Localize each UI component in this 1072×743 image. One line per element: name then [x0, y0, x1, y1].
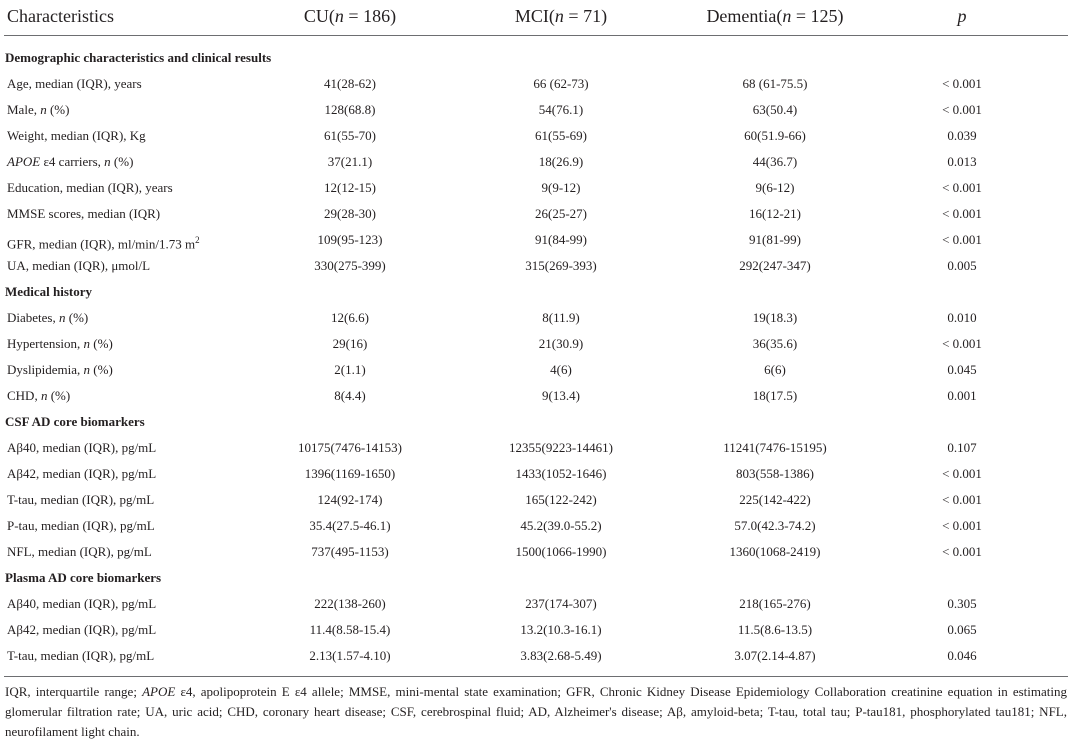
cell-mci: 66 (62-73): [533, 76, 589, 91]
cell-dementia: 18(17.5): [752, 388, 798, 403]
row-label: [7, 336, 113, 352]
cell-p-value: < 0.001: [942, 466, 982, 481]
cell-p-value: 0.107: [947, 440, 977, 455]
row-label-italic: APOE: [7, 154, 41, 169]
cell-dementia: 44(36.7): [752, 154, 798, 169]
row-label-text: P-tau, median (IQR), pg/mL: [7, 518, 155, 533]
table-footnote: [5, 682, 1067, 742]
cell-dementia: 16(12-21): [749, 206, 801, 221]
cell-mci: 54(76.1): [538, 102, 584, 117]
cell-dementia: 292(247-347): [739, 258, 811, 273]
header-mci-n: n: [554, 6, 564, 26]
header-mci-prefix: MCI(: [514, 6, 555, 26]
cell-mci: 9(13.4): [542, 388, 580, 403]
row-label-text: (%): [90, 336, 113, 351]
cell-dementia: 36(35.6): [752, 336, 798, 351]
cell-mci: 1500(1066-1990): [515, 544, 607, 559]
cell-mci: 91(84-99): [535, 232, 587, 247]
row-label: [7, 388, 70, 404]
cell-cu: 12(12-15): [324, 180, 376, 195]
header-p-label: p: [957, 6, 967, 26]
row-label: [7, 310, 88, 326]
cell-mci: 21(30.9): [538, 336, 584, 351]
row-label-text: (%): [110, 154, 134, 169]
cell-cu: 29(28-30): [324, 206, 376, 221]
row-label-text: Diabetes,: [7, 310, 59, 325]
cell-p-value: 0.065: [947, 622, 977, 637]
footnote-apoe: APOE: [142, 684, 176, 699]
cell-dementia: 9(6-12): [755, 180, 795, 195]
cell-mci: 4(6): [550, 362, 572, 377]
row-label: [7, 596, 156, 612]
section-title: CSF AD core biomarkers: [5, 414, 145, 429]
row-label: [7, 518, 155, 534]
cell-dementia: 218(165-276): [739, 596, 811, 611]
cell-p-value: 0.046: [947, 648, 977, 663]
cell-cu: 10175(7476-14153): [298, 440, 402, 455]
row-label-text: MMSE scores, median (IQR): [7, 206, 161, 221]
cell-cu: 330(275-399): [314, 258, 386, 273]
cell-p-value: 0.013: [947, 154, 977, 169]
cell-mci: 3.83(2.68-5.49): [520, 648, 602, 663]
row-label-text: (%): [46, 102, 70, 117]
section-title: Medical history: [5, 284, 93, 299]
cell-p-value: 0.010: [947, 310, 977, 325]
cell-dementia: 63(50.4): [752, 102, 798, 117]
cell-cu: 2.13(1.57-4.10): [309, 648, 391, 663]
cell-p-value: 0.039: [947, 128, 977, 143]
cell-mci: 237(174-307): [525, 596, 597, 611]
cell-mci: 1433(1052-1646): [515, 466, 607, 481]
cell-mci: 9(9-12): [541, 180, 581, 195]
row-label-text: CHD,: [7, 388, 41, 403]
cell-mci: 8(11.9): [542, 310, 580, 325]
cell-cu: 128(68.8): [324, 102, 376, 117]
header-cu-prefix: CU(: [303, 6, 335, 26]
row-label-text: T-tau, median (IQR), pg/mL: [7, 492, 155, 507]
row-label: [7, 154, 133, 170]
cell-p-value: < 0.001: [942, 492, 982, 507]
row-label-italic: n: [83, 336, 91, 351]
row-label: [7, 544, 152, 560]
header-characteristics: Characteristics: [7, 6, 114, 26]
row-label-text: (%): [90, 362, 113, 377]
row-label-text: Aβ40, median (IQR), pg/mL: [7, 440, 157, 455]
row-label-text: Aβ42, median (IQR), pg/mL: [7, 622, 157, 637]
cell-p-value: < 0.001: [942, 102, 982, 117]
cell-p-value: 0.045: [947, 362, 977, 377]
header-dem-suffix: = 125): [791, 6, 844, 26]
cell-cu: 12(6.6): [331, 310, 369, 325]
cell-cu: 11.4(8.58-15.4): [309, 622, 391, 637]
cell-p-value: 0.305: [947, 596, 977, 611]
row-label: [7, 102, 69, 118]
cell-p-value: < 0.001: [942, 232, 982, 247]
cell-cu: 109(95-123): [317, 232, 383, 247]
row-label: [7, 206, 160, 222]
cell-dementia: 91(81-99): [749, 232, 801, 247]
header-cu-suffix: = 186): [343, 6, 397, 26]
cell-cu: 737(495-1153): [311, 544, 389, 559]
cell-cu: 8(4.4): [334, 388, 366, 403]
header-cu-n: n: [334, 6, 344, 26]
cell-dementia: 11.5(8.6-13.5): [737, 622, 813, 637]
row-label: [7, 492, 154, 508]
row-label: [7, 648, 154, 664]
cell-p-value: < 0.001: [942, 180, 982, 195]
cell-dementia: 6(6): [764, 362, 786, 377]
row-label-italic: n: [104, 154, 111, 169]
cell-p-value: < 0.001: [942, 206, 982, 221]
cell-p-value: < 0.001: [942, 518, 982, 533]
cell-p-value: < 0.001: [942, 76, 982, 91]
header-rule: [4, 35, 1068, 36]
section-title: Demographic characteristics and clinical results: [5, 50, 272, 65]
cell-mci: 61(55-69): [535, 128, 587, 143]
row-label: [7, 440, 156, 456]
row-label-text: Aβ42, median (IQR), pg/mL: [7, 466, 157, 481]
cell-cu: 29(16): [332, 336, 368, 351]
row-label-text: Weight, median (IQR), Kg: [7, 128, 146, 143]
cell-mci: 45.2(39.0-55.2): [520, 518, 602, 533]
cell-p-value: 0.001: [947, 388, 977, 403]
footnote-part2: ε4, apolipoprotein E ε4 allele; MMSE, mini-mental state examination; GFR, Chronic Kidney Disease Epidemiology Collaboration creatinine equation in estimating glomerular filtration rate; UA, uric acid; CHD, coronary heart disease; CSF, cerebrospinal fluid; AD, Alzheimer's disease; Aβ, amyloid-beta; T-tau, total tau; P-tau181, phosphorylated tau181; NFL, neurofilament light chain.: [5, 684, 1067, 739]
row-label: [7, 232, 200, 252]
row-label-text: Education, median (IQR), years: [7, 180, 173, 195]
cell-mci: 165(122-242): [525, 492, 597, 507]
cell-dementia: 68 (61-75.5): [742, 76, 808, 91]
cell-cu: 41(28-62): [324, 76, 376, 91]
section-title: Plasma AD core biomarkers: [5, 570, 162, 585]
cell-cu: 35.4(27.5-46.1): [309, 518, 391, 533]
cell-cu: 222(138-260): [314, 596, 386, 611]
header-dem-n: n: [782, 6, 792, 26]
row-label: [7, 180, 173, 196]
row-label-text: T-tau, median (IQR), pg/mL: [7, 648, 155, 663]
row-label-text: Hypertension,: [7, 336, 84, 351]
row-label-italic: n: [83, 362, 91, 377]
row-label-text: Male,: [7, 102, 41, 117]
cell-cu: 124(92-174): [317, 492, 383, 507]
row-label: [7, 466, 156, 482]
row-label: [7, 258, 150, 274]
row-label: [7, 362, 113, 378]
row-label-italic: n: [58, 310, 66, 325]
cell-dementia: 803(558-1386): [736, 466, 814, 481]
row-label-text: (%): [47, 388, 71, 403]
cell-mci: 13.2(10.3-16.1): [520, 622, 602, 637]
row-label-superscript: 2: [195, 235, 200, 245]
row-label-text: GFR, median (IQR), ml/min/1.73 m: [7, 236, 196, 252]
bottom-rule: [4, 676, 1068, 677]
header-dem-prefix: Dementia(: [706, 6, 783, 26]
header-mci-suffix: = 71): [563, 6, 608, 26]
row-label: [7, 76, 142, 92]
row-label-italic: n: [40, 388, 48, 403]
cell-dementia: 11241(7476-15195): [723, 440, 827, 455]
cell-dementia: 225(142-422): [739, 492, 811, 507]
cell-p-value: < 0.001: [942, 544, 982, 559]
row-label-text: ε4 carriers,: [40, 154, 105, 169]
cell-cu: 61(55-70): [324, 128, 376, 143]
cell-mci: 12355(9223-14461): [509, 440, 613, 455]
cell-dementia: 1360(1068-2419): [729, 544, 821, 559]
row-label-text: Age, median (IQR), years: [7, 76, 142, 91]
cell-cu: 1396(1169-1650): [304, 466, 396, 481]
cell-p-value: 0.005: [947, 258, 977, 273]
cell-dementia: 19(18.3): [752, 310, 798, 325]
cell-cu: 2(1.1): [334, 362, 366, 377]
row-label-text: UA, median (IQR), μmol/L: [7, 258, 151, 273]
row-label-text: (%): [65, 310, 89, 325]
cell-mci: 315(269-393): [525, 258, 597, 273]
row-label: [7, 622, 156, 638]
cell-dementia: 57.0(42.3-74.2): [734, 518, 816, 533]
row-label: [7, 128, 146, 144]
cell-cu: 37(21.1): [327, 154, 373, 169]
row-label-text: Aβ40, median (IQR), pg/mL: [7, 596, 157, 611]
row-label-text: NFL, median (IQR), pg/mL: [7, 544, 152, 559]
row-label-text: Dyslipidemia,: [7, 362, 84, 377]
cell-p-value: < 0.001: [942, 336, 982, 351]
cell-dementia: 60(51.9-66): [744, 128, 806, 143]
footnote-part1: IQR, interquartile range;: [5, 684, 143, 699]
cell-mci: 18(26.9): [538, 154, 584, 169]
cell-dementia: 3.07(2.14-4.87): [734, 648, 816, 663]
cell-mci: 26(25-27): [535, 206, 587, 221]
row-label-italic: n: [40, 102, 47, 117]
